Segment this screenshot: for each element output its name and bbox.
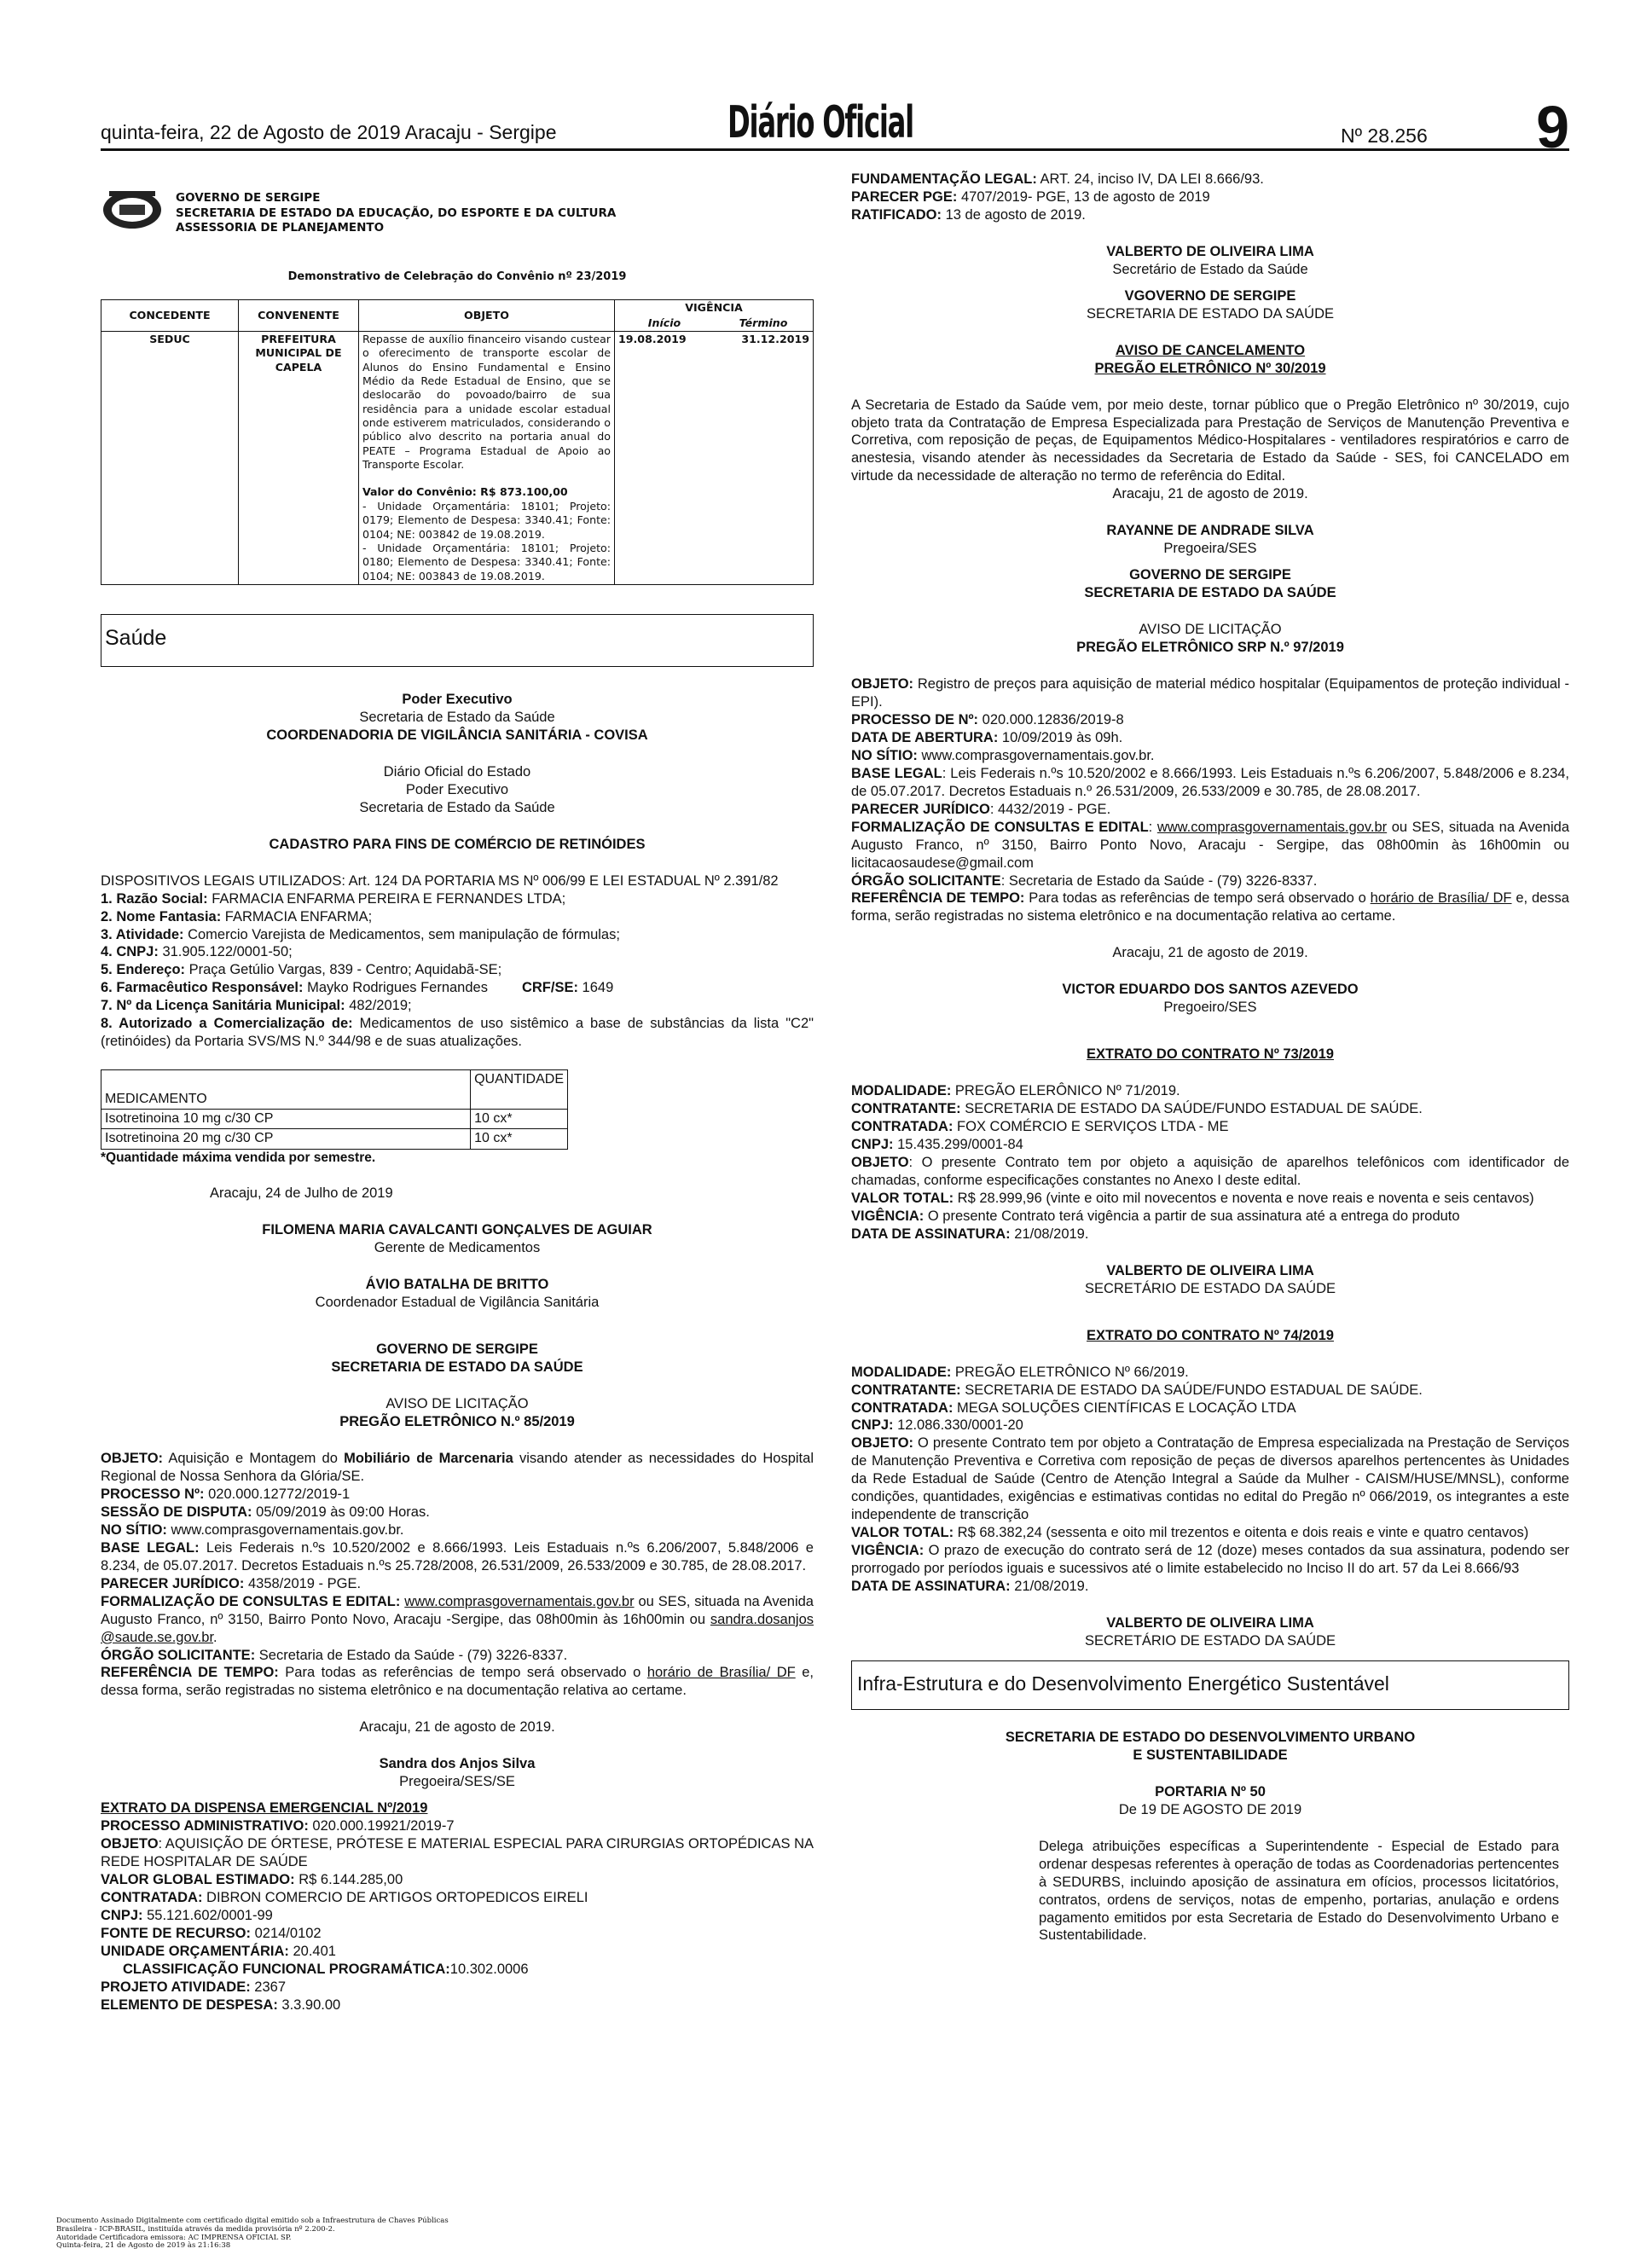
field-key: CNPJ: [851, 1137, 894, 1153]
portaria-header [851, 1783, 1569, 1819]
col-inicio: Início [615, 316, 715, 332]
field-value: 21/08/2019. [1010, 1579, 1089, 1595]
field-key: REFERÊNCIA DE TEMPO: [851, 890, 1025, 907]
heading-line: Diário Oficial do Estado [383, 763, 531, 779]
field-value: MEGA SOLUÇÕES CIENTÍFICAS E LOCAÇÃO LTDA [953, 1400, 1296, 1416]
field-key: CONTRATANTE: [851, 1101, 961, 1117]
field-key: CONTRATANTE: [851, 1382, 961, 1398]
item-key: 1. Razão Social: [101, 890, 208, 907]
col-quantidade: QUANTIDADE [471, 1070, 568, 1110]
edition-number: Nº 28.256 [1341, 125, 1428, 147]
field-value: 13 de agosto de 2019. [942, 206, 1086, 223]
heading-line: PREGÃO ELETRÔNICO N.º 85/2019 [339, 1414, 575, 1430]
item-key: CRF/SE: [521, 980, 578, 996]
field-value: Registro de preços para aquisição de material médico hospitalar (Equipamentos de proteção individual - EPI). [851, 676, 1569, 710]
footer-line: Autoridade Certificadora emissora: AC IMPRENSA OFICIAL SP. [56, 2233, 292, 2242]
field-key: BASE LEGAL: [101, 1539, 200, 1556]
item-value: Praça Getúlio Vargas, 839 - Centro; Aquidabã-SE; [185, 962, 502, 978]
sedurbs-header [851, 1729, 1569, 1765]
field-key: VIGÊNCIA: [851, 1543, 925, 1559]
cancelamento-date: Aracaju, 21 de agosto de 2019. [1112, 486, 1308, 502]
field-key: CNPJ: [101, 1907, 143, 1923]
masthead-title: Diário Oficial [727, 97, 913, 148]
objeto-text: Repasse de auxílio financeiro visando custear o oferecimento de transporte escolar de Alunos do Ensino Fundamental e Ensino Médio da Rede Estadual de Ensino, que se deslocarão do povoado/bairro de sua residência para a unidade escolar estadual onde estiverem matriculados, considerando o público alvo descrito na portaria anual do PEATE – Programa Estadual de Apoio ao Transporte Escolar. [362, 332, 611, 472]
col-convenente: CONVENENTE [239, 300, 359, 332]
field-key: MODALIDADE: [851, 1083, 952, 1099]
field-key: PARECER JURÍDICO [851, 801, 990, 817]
item-8 [101, 1015, 814, 1051]
signature-name: RAYANNE DE ANDRADE SILVA [1106, 523, 1314, 539]
field-value: 10.302.0006 [449, 1961, 529, 1977]
item-value: Mayko Rodrigues Fernandes [303, 980, 488, 996]
heading-line: Poder Executivo [402, 691, 513, 707]
field-value: . [213, 1629, 217, 1645]
heading-line: Poder Executivo [405, 781, 509, 797]
field-value: ART. 24, inciso IV, DA LEI 8.666/93. [1036, 171, 1264, 187]
footer-line: Quinta-feira, 21 de Agosto de 2019 às 21:16:38 [56, 2241, 231, 2251]
field-value: www.comprasgovernamentais.gov.br. [166, 1521, 404, 1538]
field-key: CNPJ: [851, 1417, 894, 1434]
extract-title: EXTRATO DA DISPENSA EMERGENCIAL Nº/2019 [101, 1800, 428, 1817]
heading-line: E SUSTENTABILIDADE [1133, 1747, 1288, 1763]
signature-block [851, 243, 1569, 279]
field-key: ÓRGÃO SOLICITANTE [851, 872, 1001, 889]
field-key: DATA DE ASSINATURA: [851, 1226, 1011, 1242]
comprasnet-link[interactable]: www.comprasgovernamentais.gov.br [404, 1593, 635, 1609]
field-key: UNIDADE ORÇAMENTÁRIA: [101, 1943, 289, 1959]
heading-line: AVISO DE LICITAÇÃO [385, 1396, 529, 1412]
item-value: FARMACIA ENFARMA PEREIRA E FERNANDES LTDA; [207, 890, 566, 907]
heading-line: AVISO DE LICITAÇÃO [1139, 622, 1282, 638]
signature-block [101, 1755, 814, 1791]
page-number: 9 [1536, 94, 1569, 160]
item-key: 8. Autorizado a Comercialização de: [101, 1016, 353, 1032]
heading-line: GOVERNO DE SERGIPE [376, 1342, 538, 1358]
field-key: PROCESSO ADMINISTRATIVO: [101, 1818, 309, 1834]
aviso-85-body [101, 1450, 814, 1700]
field-value: e, dessa forma, serão registradas no sistema eletrônico e na documentação relativa ao certame. [851, 890, 1569, 924]
extract-title: EXTRATO DO CONTRATO Nº 73/2019 [1087, 1046, 1334, 1063]
field-value: www.comprasgovernamentais.gov.br. [917, 747, 1155, 763]
email-link[interactable]: sandra.dosanjos @saude.se.gov.br [101, 1611, 814, 1645]
field-value: 20.401 [288, 1943, 336, 1959]
covisa-date: Aracaju, 24 de Julho de 2019 [210, 1185, 393, 1202]
field-value: R$ 6.144.285,00 [294, 1872, 403, 1888]
field-key: VALOR TOTAL: [851, 1525, 954, 1541]
signature-name: VALBERTO DE OLIVEIRA LIMA [1106, 243, 1314, 259]
signature-role: Pregoeira/SES [1163, 541, 1257, 557]
field-key: DATA DE ABERTURA: [851, 729, 999, 745]
item-2 [101, 908, 814, 926]
field-value: Leis Federais n.ºs 10.520/2002 e 8.666/1993. Leis Estaduais n.ºs 6.206/2007, 5.848/2006 e 8.234, de 05.07.2017. Decretos Estaduais n.ºs 25.728/2008, 26.531/2009, 26.533/2009 e 30.785, de 28.08.2017. [101, 1539, 814, 1573]
section-infra: Infra-Estrutura e do Desenvolvimento Energético Sustentável [851, 1660, 1569, 1710]
field-value: horário de Brasília/ DF [646, 1665, 796, 1681]
field-value: horário de Brasília/ DF [1370, 890, 1512, 907]
field-key: ELEMENTO DE DESPESA: [101, 1997, 278, 2013]
sergipe-crest-icon [101, 188, 164, 232]
dispensa-extract [101, 1799, 814, 2014]
field-key: OBJETO: [851, 676, 914, 693]
cell-termino: 31.12.2019 [714, 331, 814, 584]
field-value: 05/09/2019 às 09:00 Horas. [252, 1504, 430, 1520]
field-value: : Secretaria de Estado da Saúde - (79) 3226-8337. [1000, 872, 1318, 889]
field-value: 10/09/2019 às 09h. [998, 729, 1123, 745]
aviso-85-date: Aracaju, 21 de agosto de 2019. [359, 1719, 555, 1736]
contrato-73-extract [851, 1046, 1569, 1243]
signature-block [851, 522, 1569, 558]
dispositivos-legais: DISPOSITIVOS LEGAIS UTILIZADOS: Art. 124 DA PORTARIA MS Nº 006/99 E LEI ESTADUAL Nº 2.391/82 [101, 872, 779, 889]
signature-block [851, 981, 1569, 1017]
extract-title: EXTRATO DO CONTRATO Nº 74/2019 [1087, 1327, 1334, 1343]
signature-block [851, 1614, 1569, 1650]
field-key: REFERÊNCIA DE TEMPO: [101, 1665, 279, 1681]
signature-role: Coordenador Estadual de Vigilância Sanitária [315, 1295, 600, 1311]
signature-role: Secretário de Estado da Saúde [1112, 261, 1308, 277]
item-key: 3. Atividade: [101, 926, 184, 942]
doe-header [101, 763, 814, 817]
field-key: FORMALIZAÇÃO DE CONSULTAS E EDITAL: [101, 1593, 401, 1609]
field-value: 4358/2019 - PGE. [244, 1575, 362, 1591]
field-key: OBJETO: [101, 1451, 164, 1467]
field-value: 21/08/2019. [1010, 1226, 1089, 1242]
field-value: Secretaria de Estado da Saúde - (79) 3226-8337. [255, 1647, 568, 1663]
field-value: PREGÃO ELERÔNICO Nº 71/2019. [951, 1083, 1180, 1099]
left-column [101, 172, 814, 2014]
ses-header [851, 287, 1569, 323]
aviso-85-title [101, 1395, 814, 1431]
table-row [101, 300, 814, 316]
item-key: 5. Endereço: [101, 962, 186, 978]
header-date: quinta-feira, 22 de Agosto de 2019 Aracaju - Sergipe [101, 121, 557, 143]
field-value: 15.435.299/0001-84 [893, 1137, 1023, 1153]
heading-line: SECRETARIA DE ESTADO DA SAÚDE [1086, 305, 1335, 322]
covisa-header [101, 691, 814, 745]
field-key: FORMALIZAÇÃO DE CONSULTAS E EDITAL [851, 819, 1149, 835]
cell-concedente: SEDUC [101, 331, 239, 584]
signature-name: Sandra dos Anjos Silva [379, 1756, 536, 1772]
item-key: 6. Farmacêutico Responsável: [101, 980, 304, 996]
item-5 [101, 961, 814, 979]
field-key: NO SÍTIO: [101, 1521, 167, 1538]
heading-line: AVISO DE CANCELAMENTO [1115, 342, 1306, 358]
field-key: MODALIDADE: [851, 1364, 952, 1380]
field-key: CONTRATADA: [851, 1400, 954, 1416]
field-value: 55.121.602/0001-99 [142, 1907, 273, 1923]
gov-line: GOVERNO DE SERGIPE [176, 191, 321, 205]
aviso-97-title [851, 621, 1569, 657]
field-value: : O presente Contrato tem por objeto a aquisição de aparelhos telefônicos com identificador de chamadas, conforme especificações constantes no Anexo I deste edital. [851, 1154, 1569, 1188]
signature-name: VALBERTO DE OLIVEIRA LIMA [1106, 1615, 1314, 1631]
aviso-97-date: Aracaju, 21 de agosto de 2019. [1112, 945, 1308, 961]
medicamentos-table [101, 1069, 568, 1150]
signature-role: Pregoeiro/SES [1163, 1000, 1257, 1016]
portaria-text: Delega atribuições específicas a Superintendente - Especial de Estado para ordenar despesas referentes à operação de todas as Coordenadorias pertencentes à SEDURBS, incluindo aposição de assinatura em ofícios, processos licitatórios, contratos, ordens de serviços, notas de empenho, portarias, anulação e ordens pagamento emitidos por esta Secretaria de Estado do Desenvolvimento Urbano e Sustentabilidade. [1039, 1838, 1559, 1944]
page-header [101, 94, 1569, 160]
signature-name: VICTOR EDUARDO DOS SANTOS AZEVEDO [1062, 982, 1359, 998]
contrato-74-extract [851, 1327, 1569, 1596]
footer-line: Brasileira - ICP-BRASIL, instituída através da medida provisória nº 2.200-2. [56, 2224, 335, 2234]
convenio-title: Demonstrativo de Celebração do Convênio nº 23/2019 [287, 269, 627, 283]
table-row [101, 331, 814, 584]
field-key: FUNDAMENTAÇÃO LEGAL: [851, 171, 1037, 187]
field-key: FONTE DE RECURSO: [101, 1925, 252, 1941]
col-medicamento: MEDICAMENTO [101, 1070, 471, 1110]
field-key: PROCESSO DE Nº: [851, 711, 979, 727]
cell-objeto [359, 331, 615, 584]
signature-block [101, 1221, 814, 1312]
heading-line: COORDENADORIA DE VIGILÂNCIA SANITÁRIA - COVISA [266, 727, 648, 743]
field-key: RATIFICADO: [851, 206, 942, 223]
signature-role: SECRETÁRIO DE ESTADO DA SAÚDE [1084, 1632, 1336, 1649]
field-key: PARECER PGE: [851, 188, 958, 205]
right-column [851, 171, 1569, 1944]
item-value: FARMACIA ENFARMA; [221, 908, 373, 924]
quantidade-note: *Quantidade máxima vendida por semestre. [101, 1150, 376, 1165]
field-value: 2367 [250, 1979, 287, 1995]
signature-name: VALBERTO DE OLIVEIRA LIMA [1106, 1262, 1314, 1278]
table-row [101, 1070, 568, 1110]
field-value: visando atender as necessidades do Hospital Regional de Nossa Senhora da Glória/SE. [101, 1451, 814, 1484]
signature-role: Pregoeira/SES/SE [399, 1774, 515, 1790]
field-value: e, dessa forma, serão registradas no sistema eletrônico e na documentação relativa ao certame. [101, 1665, 814, 1699]
comprasnet-link[interactable]: www.comprasgovernamentais.gov.br [1156, 819, 1388, 835]
field-key: CONTRATADA: [101, 1890, 203, 1906]
field-value: Para todas as referências de tempo será observado o [278, 1665, 647, 1681]
field-value: PREGÃO ELETRÔNICO Nº 66/2019. [951, 1364, 1189, 1380]
cadastro-title: CADASTRO PARA FINS DE COMÉRCIO DE RETINÓIDES [269, 836, 646, 852]
field-value: Aquisição e Montagem do [163, 1451, 345, 1467]
field-value: Para todas as referências de tempo será observado o [1024, 890, 1371, 907]
item-7 [101, 997, 814, 1015]
item-6 [101, 979, 814, 997]
field-value: DIBRON COMERCIO DE ARTIGOS ORTOPEDICOS EIRELI [202, 1890, 588, 1906]
field-key: OBJETO: [851, 1435, 914, 1452]
field-value: 020.000.12836/2019-8 [978, 711, 1124, 727]
heading-line: Secretaria de Estado da Saúde [359, 709, 555, 725]
field-value: ou SES, situada na Avenida Augusto Franco, nº 3150, Bairro Ponto Novo, Aracaju -Sergipe, das 08h00min às 16h00min ou [101, 1593, 814, 1627]
item-key: 4. CNPJ: [101, 944, 159, 960]
item-key: 7. Nº da Licença Sanitária Municipal: [101, 998, 345, 1014]
heading-line: SECRETARIA DE ESTADO DA SAÚDE [1084, 585, 1336, 601]
signature-block [851, 1262, 1569, 1298]
field-value: FOX COMÉRCIO E SERVIÇOS LTDA - ME [953, 1119, 1229, 1135]
digital-signature-footer [56, 2217, 500, 2251]
cell-convenente: PREFEITURA MUNICIPAL DE CAPELA [239, 331, 359, 584]
field-value: SECRETARIA DE ESTADO DA SAÚDE/FUNDO ESTADUAL DE SAÚDE. [960, 1101, 1423, 1117]
col-vigencia: VIGÊNCIA [615, 300, 814, 316]
field-value: Mobiliário de Marcenaria [344, 1451, 513, 1467]
field-key: NO SÍTIO: [851, 747, 918, 763]
field-key: CONTRATADA: [851, 1119, 954, 1135]
field-value: O presente Contrato terá vigência a partir de sua assinatura até a entrega do produto [924, 1208, 1460, 1224]
dotacao-2: - Unidade Orçamentária: 18101; Projeto: 0180; Elemento de Despesa: 3340.41; Fonte: 0104; NE: 003843 de 19.08.2019. [362, 541, 611, 582]
table-row [101, 1129, 568, 1149]
cancelamento-text: A Secretaria de Estado da Saúde vem, por meio deste, tornar público que o Pregão Eletrônico nº 30/2019, cujo objeto trata da Contratação de Empresa Especializada para Prestação de Serviços de Manutenção Preventiva e Corretiva, com reposição de peças, de Equipamentos Médico-Hospitalares - ventiladores respiratórios e carro de anestesia, visando atender às necessidades da Secretaria de Estado da Saúde - SES, foi CANCELADO em virtude da necessidade de alteração no termo de referência do Edital. [851, 397, 1569, 484]
portaria-date: De 19 DE AGOSTO DE 2019 [1118, 1801, 1302, 1817]
aviso-97-body [851, 675, 1569, 925]
field-value: R$ 68.382,24 (sessenta e oito mil trezentos e oitenta e dois reais e vinte e quatro centavos) [954, 1525, 1529, 1541]
heading-line: GOVERNO DE SERGIPE [1129, 567, 1291, 583]
heading-line: VGOVERNO DE SERGIPE [1124, 287, 1296, 304]
heading-line: SECRETARIA DE ESTADO DA SAÚDE [331, 1359, 583, 1376]
dotacao-1: - Unidade Orçamentária: 18101; Projeto: 0179; Elemento de Despesa: 3340.41; Fonte: 0104; NE: 003842 de 19.08.2019. [362, 499, 611, 541]
field-value: R$ 28.999,96 (vinte e oito mil novecentos e noventa e nove reais e noventa e seis centavos) [954, 1190, 1534, 1206]
field-value: 12.086.330/0001-20 [893, 1417, 1023, 1434]
cell-quantidade: 10 cx* [471, 1110, 568, 1129]
portaria-title: PORTARIA Nº 50 [1155, 1783, 1266, 1799]
item-key: 2. Nome Fantasia: [101, 908, 222, 924]
field-key: BASE LEGAL [851, 765, 942, 781]
signature-name: ÁVIO BATALHA DE BRITTO [365, 1277, 549, 1293]
field-value: : AQUISIÇÃO DE ÓRTESE, PRÓTESE E MATERIAL ESPECIAL PARA CIRURGIAS ORTOPÉDICAS NA REDE HOSPITALAR DE SAÚDE [101, 1836, 814, 1870]
field-value: O presente Contrato tem por objeto a Contratação de Empresa especializada na Prestação de Serviços de Manutenção Preventiva e Corretiva com reposição de peças de diversos aparelhos pertencentes às Unidades da Rede Estadual de Saúde (Centro de Atenção Integral a Saúde da Mulher - CAISM/HUSE/MNSL), conforme condições, quantidades, exigências e estimativas contidas no edital do Pregão nº 066/2019, os integrantes a este independente de transcrição [851, 1435, 1569, 1523]
field-value: 4707/2019- PGE, 13 de agosto de 2019 [957, 188, 1210, 205]
heading-line: PREGÃO ELETRÔNICO Nº 30/2019 [1094, 360, 1326, 376]
item-4 [101, 943, 814, 961]
field-key: OBJETO [851, 1154, 909, 1170]
item-1 [101, 890, 814, 908]
item-value: 31.905.122/0001-50; [158, 944, 293, 960]
ses-header [101, 1341, 814, 1376]
field-key: PROCESSO Nº: [101, 1486, 205, 1502]
field-value: : 4432/2019 - PGE. [989, 801, 1111, 817]
cell-medicamento: Isotretinoina 20 mg c/30 CP [101, 1129, 471, 1149]
field-value: : Leis Federais n.ºs 10.520/2002 e 8.666/1993. Leis Estaduais n.ºs 6.206/2007, 5.848/2006 e 8.234, de 05.07.2017. Decretos Estaduais n.º 26.531/2009, 26.533/2009 e 30.785, de 28.08.2017. [851, 765, 1570, 799]
gov-line: SECRETARIA DE ESTADO DA EDUCAÇÃO, DO ESPORTE E DA CULTURA [176, 206, 617, 220]
field-value: SECRETARIA DE ESTADO DA SAÚDE/FUNDO ESTADUAL DE SAÚDE. [960, 1382, 1423, 1398]
field-value: 3.3.90.00 [277, 1997, 341, 2013]
field-key: ÓRGÃO SOLICITANTE: [101, 1647, 256, 1663]
convenio-table [101, 299, 814, 585]
col-objeto: OBJETO [359, 300, 615, 332]
item-3 [101, 926, 814, 944]
item-value: 1649 [577, 980, 614, 996]
heading-line: PREGÃO ELETRÔNICO SRP N.º 97/2019 [1076, 640, 1344, 656]
seduc-header [101, 172, 814, 236]
field-value: ou SES, situada na Avenida Augusto Franco, nº 3150, Bairro Ponto Novo, Aracaju - Sergipe, das 08h00min às 16h00min ou licitacaosaudese@gmail.com [851, 819, 1569, 871]
field-value: 020.000.12772/2019-1 [204, 1486, 351, 1502]
item-value: 482/2019; [345, 998, 412, 1014]
footer-line: Documento Assinado Digitalmente com certificado digital emitido sob a Infraestrutura de Chaves Públicas [56, 2217, 449, 2225]
item-value: Comercio Varejista de Medicamentos, sem manipulação de fórmulas; [183, 926, 620, 942]
field-key: DATA DE ASSINATURA: [851, 1579, 1011, 1595]
cell-inicio: 19.08.2019 [615, 331, 715, 584]
ses-header [851, 566, 1569, 602]
item-value: Medicamentos de uso sistêmico a base de substâncias da lista "C2" (retinóides) da Portaria SVS/MS N.º 344/98 e de suas atualizações. [101, 1016, 814, 1050]
valor-convenio: Valor do Convênio: R$ 873.100,00 [362, 485, 568, 499]
col-termino: Término [714, 316, 814, 332]
field-key: VIGÊNCIA: [851, 1208, 925, 1224]
field-value: 020.000.19921/2019-7 [308, 1818, 455, 1834]
signature-role: Gerente de Medicamentos [374, 1240, 541, 1256]
gov-line: ASSESSORIA DE PLANEJAMENTO [176, 221, 385, 235]
field-key: PARECER JURÍDICO: [101, 1575, 245, 1591]
heading-line: SECRETARIA DE ESTADO DO DESENVOLVIMENTO URBANO [1005, 1729, 1416, 1745]
heading-line: Secretaria de Estado da Saúde [359, 799, 555, 815]
field-key: VALOR GLOBAL ESTIMADO: [101, 1872, 295, 1888]
field-key: PROJETO ATIVIDADE: [101, 1979, 251, 1995]
field-value: : [1148, 819, 1157, 835]
field-value: 0214/0102 [251, 1925, 322, 1941]
cell-quantidade: 10 cx* [471, 1129, 568, 1149]
field-key: VALOR TOTAL: [851, 1190, 954, 1206]
cell-medicamento: Isotretinoina 10 mg c/30 CP [101, 1110, 471, 1129]
signature-name: FILOMENA MARIA CAVALCANTI GONÇALVES DE AGUIAR [262, 1222, 652, 1238]
field-key: OBJETO [101, 1836, 159, 1852]
field-value: O prazo de execução do contrato será de 12 (doze) meses contados da sua assinatura, podendo ser prorrogado por períodos iguais e sucessivos até o limite estabelecido no Inciso II do art. 57 da Lei 8.666/93 [851, 1543, 1569, 1577]
cancelamento-title [851, 342, 1569, 378]
table-row [101, 1110, 568, 1129]
section-saude: Saúde [101, 614, 814, 667]
signature-role: SECRETÁRIO DE ESTADO DA SAÚDE [1084, 1280, 1336, 1296]
field-key: SESSÃO DE DISPUTA: [101, 1504, 252, 1520]
field-key: CLASSIFICAÇÃO FUNCIONAL PROGRAMÁTICA: [123, 1961, 450, 1977]
col-concedente: CONCEDENTE [101, 300, 239, 332]
